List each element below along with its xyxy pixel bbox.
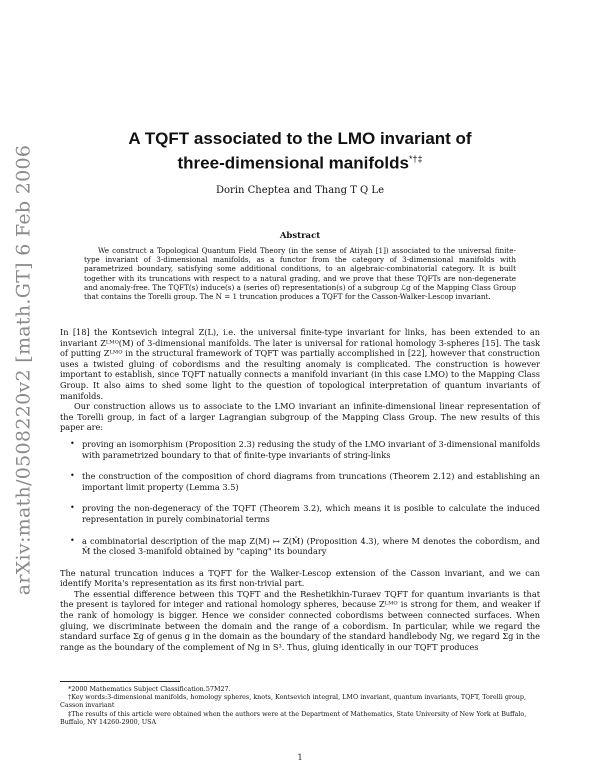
- footnote-rule: [60, 681, 180, 682]
- arxiv-stamp: [8, 144, 38, 596]
- body-text: [60, 327, 540, 652]
- title-footnote-marks: *†‡: [408, 154, 423, 164]
- list-item-text: the construction of the composition of chord diagrams from truncations (Theorem 2.12) and establishing an important limit property (Lemma 3.5): [82, 471, 540, 492]
- footnote-double-dagger: ‡The results of this article were obtained when the authors were at the Department of Mathematics, State University of New York at Buffalo, Buffalo, NY 14260-2900, USA: [60, 709, 527, 726]
- page-number: 1: [297, 753, 303, 762]
- list-item-text: proving the non-degeneracy of the TQFT (Theorem 3.2), which means it is posible to calculate the induced representation in purely combinatorial terms: [82, 503, 540, 524]
- bullet-icon: •: [70, 503, 75, 513]
- title-line-2: [60, 149, 540, 174]
- paragraph-3: The natural truncation induces a TQFT for the Walker-Lescop extension of the Casson invariant, and we can identify Morita's representation as its first non-trivial part.: [60, 567, 540, 589]
- list-item: [60, 471, 540, 492]
- abstract-text: We construct a Topological Quantum Field Theory (in the sense of Atiyah [1]) associated to the universal finite-type invariant of 3-dimensional manifolds, as a functor from the category of 3-dimensional manifolds with parametrized boundary, satisfying some additional conditions, to an algebraic-combinatorial category. It is built together with its truncations with respect to a natural grading, and we prove that these TQFTs are non-degenerate and anomaly-free. The TQFT(s) induce(s) a (series of) representation(s) of a subgroup ℒg of the Mapping Class Group that contains the Torelli group. The N = 1 truncation produces a TQFT for the Casson-Walker-Lescop invariant.: [84, 246, 516, 302]
- list-item: [60, 439, 540, 460]
- list-item: [60, 503, 540, 524]
- paragraph-4: The essential difference between this TQFT and the Reshetikhin-Turaev TQFT for quantum invariants is that the present is taylored for integer and rational homology spheres, because Zᴸᴹᴼ is strong for them, and weaker if the rank of homology is bigger. Hence we consider connected cobordisms between connected surfaces. When gluing, we discriminate between the domain and the range of a cobordism. In particular, while we regard the standard surface Σg of genus g in the domain as the boundary of the standard handlebody Ng, we regard Σg in the range as the boundary of the complement of Ng in S³. Thus, gluing identically in our TQFT produces: [60, 588, 540, 652]
- list-item: [60, 536, 540, 557]
- paragraph-1: In [18] the Kontsevich integral Z(L), i.e. the universal finite-type invariant for links, has been extended to an invariant Zᴸᴹᴼ(M) of 3-dimensional manifolds. The later is universal for rational homology 3-spheres [15]. The task of putting Zᴸᴹᴼ in the structural framework of TQFT was partially accomplished in [22], however that construction uses a twisted gluing of cobordisms and the resulting anomaly is complicated. The construction is however important to establish, since TQFT natually connects a manifold invariant (in this case LMO) to the Mapping Class Group. It also aims to shed some light to the question of topological interpretation of quantum invariants of manifolds.: [60, 327, 540, 401]
- footnotes: [60, 685, 540, 726]
- authors: Dorin Cheptea and Thang T Q Le: [216, 185, 384, 196]
- title-line-1: A TQFT associated to the LMO invariant of: [128, 129, 472, 148]
- footnote-star: *2000 Mathematics Subject Classification.57M27.: [68, 685, 231, 693]
- paper-title: [60, 128, 540, 174]
- bullet-icon: •: [70, 535, 75, 545]
- list-item-text: a combinatorial description of the map Z(M) ↦ Z(M̂) (Proposition 4.3), where M denotes the cobordism, and M̂ the closed 3-manifold obtained by "caping" its boundary: [82, 535, 540, 557]
- list-item-text: proving an isomorphism (Proposition 2.3) redusing the study of the LMO invariant of 3-dimensional manifolds with parametrized boundary to that of finite-type invariants of string-links: [82, 438, 540, 460]
- bullet-icon: •: [70, 438, 75, 448]
- footnote-dagger: †Key words:3-dimensional manifolds, homology spheres, knots, Kontsevich integral, LMO invariant, quantum invariants, TQFT, Torelli group, Casson invariant: [60, 693, 527, 710]
- abstract-heading: Abstract: [279, 231, 321, 241]
- paragraph-2: Our construction allows us to associate to the LMO invariant an infinite-dimensional linear representation of the Torelli group, in fact of a larger Lagrangian subgroup of the Mapping Class Group. The new results of this paper are:: [60, 401, 540, 433]
- results-list: [60, 439, 540, 557]
- arxiv-identifier: arXiv:math/0508220v2 [math.GT] 6 Feb 2006: [12, 144, 34, 596]
- title-line-2-text: three-dimensional manifolds: [177, 153, 409, 173]
- bullet-icon: •: [70, 471, 75, 481]
